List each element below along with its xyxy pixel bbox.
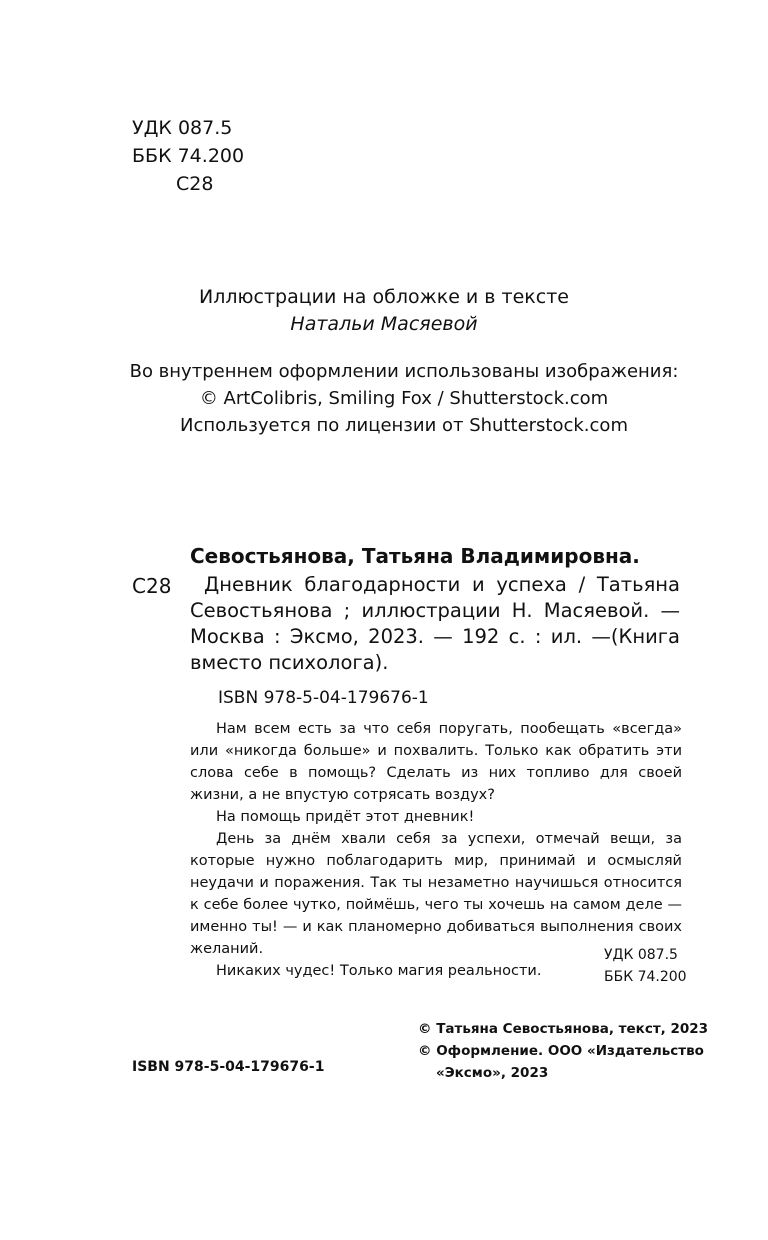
credits-line-2: © ArtColibris, Smiling Fox / Shutterstock.com [199, 388, 609, 409]
annotation-paragraph-1: Нам всем есть за что себя поругать, пообещать «всегда» или «никогда больше» и похвалить. Только как обратить эти слова себе в помощь? Сделать из них топливо для своей жизни, а не впустую сотрясать воздух? [190, 721, 682, 803]
author-mark: С28 [176, 173, 214, 195]
annotation-paragraph-2: На помощь придёт этот дневник! [216, 809, 475, 825]
image-credits [0, 358, 768, 439]
illustrations-credit [0, 284, 768, 338]
bibliographic-description [190, 572, 680, 676]
classification-block-bottom [604, 944, 687, 988]
copyright-design: © Оформление. ООО «Издательство [418, 1043, 704, 1059]
author-mark-left: С28 [132, 574, 172, 598]
illustrations-line: Иллюстрации на обложке и в тексте [199, 286, 569, 308]
isbn-record: ISBN 978-5-04-179676-1 [218, 688, 429, 708]
credits-line-3: Используется по лицензии от Shutterstock.com [180, 415, 628, 436]
udk-code-bottom: УДК 087.5 [604, 947, 678, 963]
bbk-code-bottom: ББК 74.200 [604, 969, 687, 985]
copyright-block [418, 1018, 708, 1084]
isbn-bottom: ISBN 978-5-04-179676-1 [132, 1059, 325, 1075]
author-heading: Севостьянова, Татьяна Владимировна. [190, 544, 640, 568]
classification-block-top [132, 114, 244, 198]
annotation [190, 718, 682, 982]
annotation-paragraph-4: Никаких чудес! Только магия реальности. [216, 963, 542, 979]
copyright-text: © Татьяна Севостьянова, текст, 2023 [418, 1021, 709, 1037]
annotation-paragraph-3: День за днём хвали себя за успехи, отмечай вещи, за которые нужно поблагодарить мир, принимай и осмысляй неудачи и поражения. Так ты незаметно научишься относится к себе более чутко, поймёшь, чего ты хочешь на самом деле — именно ты! — и как планомерно добиваться выполнения своих желаний. [190, 831, 682, 957]
bbk-code: ББК 74.200 [132, 145, 245, 167]
udk-code: УДК 087.5 [132, 117, 233, 139]
description-text: Дневник благодарности и успеха / Татьяна Севостьянова ; иллюстрации Н. Масяевой. — Москва : Эксмо, 2023. — 192 с. : ил. —(Книга вместо психолога). [190, 573, 680, 674]
copyright-design-cont: «Эксмо», 2023 [436, 1065, 549, 1081]
illustrator-name: Натальи Масяевой [290, 313, 478, 335]
credits-line-1: Во внутреннем оформлении использованы изображения: [129, 361, 679, 382]
